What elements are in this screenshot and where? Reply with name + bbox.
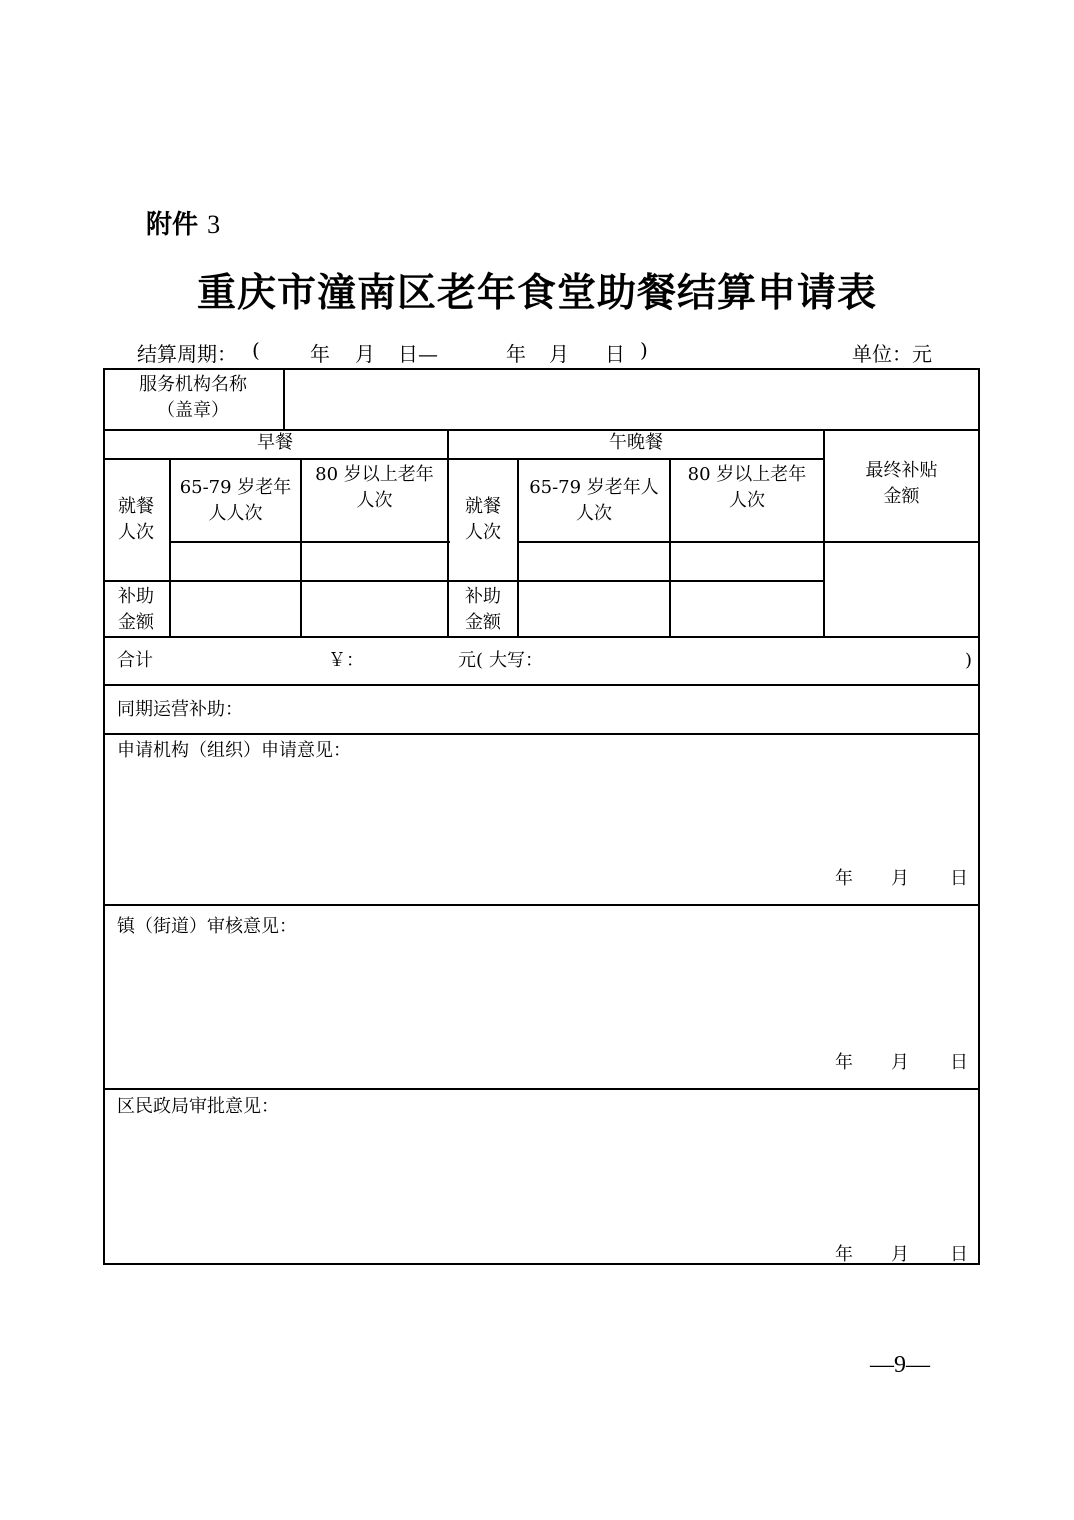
district-date-month: 月	[891, 1244, 909, 1265]
org-name-label-line2: （盖章）	[157, 400, 229, 421]
lunch-subsidy-line1: 补助	[465, 586, 501, 607]
period-open-paren: (	[252, 338, 260, 362]
rule-after-meal-headers	[103, 458, 825, 460]
applicant-date-month: 月	[891, 868, 909, 889]
lunch-dinner-header: 午晚餐	[609, 432, 663, 453]
org-name-label-line1: 服务机构名称	[139, 374, 247, 395]
lunch-meal-count-line1: 就餐	[465, 496, 501, 517]
final-subsidy-line2: 金额	[883, 486, 920, 507]
breakfast-age-65-79-line1: 65-79 岁老年	[179, 477, 292, 498]
attachment-label	[146, 204, 220, 241]
period-close-paren: )	[640, 338, 648, 362]
operating-subsidy-label: 同期运营补助：	[117, 699, 243, 720]
breakfast-subsidy-label	[103, 584, 169, 636]
lunch-80-count-field[interactable]	[671, 543, 823, 580]
period-day-start: 日—	[398, 342, 438, 366]
table-border-right	[978, 368, 980, 1265]
breakfast-subsidy-line1: 补助	[118, 586, 154, 607]
breakfast-65-79-subsidy-field[interactable]	[171, 582, 300, 636]
breakfast-meal-count-line2: 人次	[118, 522, 154, 543]
page-number: —9—	[870, 1352, 930, 1378]
org-name-field[interactable]	[285, 370, 978, 428]
period-month-start: 月	[355, 342, 375, 366]
town-date-month: 月	[891, 1052, 909, 1073]
lunch-age-80-header	[671, 462, 823, 514]
total-uppercase-label: 大写：	[489, 650, 543, 671]
lunch-subsidy-line2: 金额	[465, 612, 501, 633]
period-label: 结算周期：	[137, 342, 237, 366]
breakfast-age-65-79-header	[171, 475, 300, 527]
lunch-80-subsidy-field[interactable]	[671, 582, 823, 636]
period-year-start: 年	[310, 342, 330, 366]
final-subsidy-field[interactable]	[825, 543, 978, 636]
lunch-age-65-79-line1: 65-79 岁老年人	[529, 477, 659, 498]
town-date-day: 日	[950, 1052, 968, 1073]
lunch-65-79-count-field[interactable]	[519, 543, 669, 580]
total-yuan: 元(	[458, 650, 484, 671]
breakfast-80-count-field[interactable]	[302, 543, 447, 580]
breakfast-65-79-count-field[interactable]	[171, 543, 300, 580]
lunch-age-65-79-line2: 人次	[576, 503, 612, 524]
applicant-date-day: 日	[950, 868, 968, 889]
total-label: 合计	[117, 650, 153, 671]
lunch-age-65-79-header	[519, 475, 669, 527]
lunch-age-80-line1: 80 岁以上老年	[687, 464, 807, 485]
final-subsidy-line1: 最终补贴	[865, 460, 938, 481]
rule-after-subsidy	[103, 636, 980, 638]
breakfast-age-65-79-line2: 人人次	[208, 503, 263, 524]
lunch-65-79-subsidy-field[interactable]	[519, 582, 669, 636]
district-opinion-label: 区民政局审批意见：	[117, 1096, 279, 1117]
period-month-end: 月	[549, 342, 569, 366]
final-subsidy-header	[825, 458, 978, 510]
lunch-meal-count-label	[449, 494, 517, 546]
lunch-meal-count-line2: 人次	[465, 522, 501, 543]
period-day-end: 日	[605, 342, 625, 366]
applicant-opinion-label: 申请机构（组织）申请意见：	[117, 740, 351, 761]
district-date-day: 日	[950, 1244, 968, 1265]
breakfast-meal-count-line1: 就餐	[118, 496, 154, 517]
district-date-year: 年	[835, 1244, 853, 1265]
total-yen: ￥：	[328, 650, 364, 671]
rule-after-total	[103, 684, 980, 686]
rule-after-operating	[103, 733, 980, 735]
period-year-end: 年	[506, 342, 526, 366]
breakfast-meal-count-label	[103, 494, 169, 546]
breakfast-header: 早餐	[257, 432, 293, 453]
town-opinion-label: 镇（街道）审核意见：	[117, 916, 297, 937]
breakfast-age-80-line1: 80 岁以上老年	[315, 464, 434, 485]
attachment-label-text: 附件	[146, 210, 199, 240]
town-date-year: 年	[835, 1052, 853, 1073]
unit-label: 单位：元	[852, 342, 932, 366]
breakfast-age-80-line2: 人次	[356, 490, 393, 511]
breakfast-subsidy-line2: 金额	[118, 612, 154, 633]
breakfast-age-80-header	[302, 462, 447, 514]
breakfast-80-subsidy-field[interactable]	[302, 582, 447, 636]
lunch-age-80-line2: 人次	[729, 490, 765, 511]
settlement-table	[103, 368, 980, 1265]
applicant-date-year: 年	[835, 868, 853, 889]
form-title: 重庆市潼南区老年食堂助餐结算申请表	[196, 270, 877, 316]
org-name-label	[103, 372, 283, 424]
attachment-number: 3	[207, 210, 221, 239]
lunch-subsidy-label	[449, 584, 517, 636]
total-close-paren: )	[965, 650, 973, 671]
rule-after-town	[103, 1088, 980, 1090]
rule-after-applicant	[103, 904, 980, 906]
